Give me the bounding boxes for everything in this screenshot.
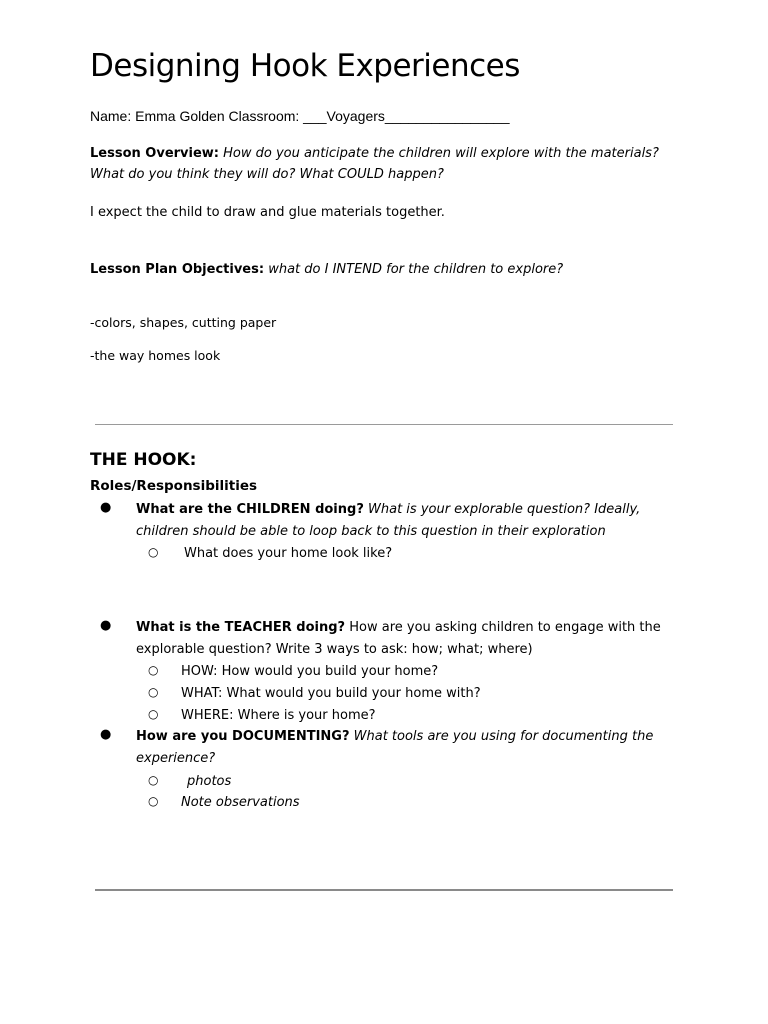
teacher-answer-how: HOW: How would you build your home? (181, 664, 439, 679)
roles-heading: Roles/Responsibilities (90, 478, 258, 494)
documenting-prompt: What tools are you using for documenting the experience? (136, 729, 654, 766)
circle-bullet-icon: ○ (148, 545, 159, 559)
children-answer: What does your home look like? (184, 546, 393, 561)
teacher-answer-what: WHAT: What would you build your home with? (181, 686, 481, 701)
circle-bullet-icon: ○ (148, 663, 159, 677)
objective-item: -colors, shapes, cutting paper (90, 315, 277, 330)
lesson-objectives-prompt: what do I INTEND for the children to explore? (268, 262, 564, 277)
documenting-label: How are you DOCUMENTING? (136, 729, 350, 744)
page-title: Designing Hook Experiences (90, 48, 520, 84)
hook-heading: THE HOOK: (90, 450, 197, 470)
bullet-icon: ● (100, 618, 112, 633)
children-label: What are the CHILDREN doing? (136, 502, 364, 517)
lesson-objectives (90, 259, 690, 280)
teacher-item (136, 617, 681, 660)
teacher-prompt: How are you asking children to engage with the explorable question? Write 3 ways to ask: how; what; where) (136, 620, 661, 657)
objective-item: -the way homes look (90, 348, 221, 363)
lesson-overview-prompt: How do you anticipate the children will explore with the materials? What do you think they will do? What COULD happen? (90, 146, 659, 182)
bullet-icon: ● (100, 727, 112, 742)
lesson-overview-answer: I expect the child to draw and glue materials together. (90, 205, 445, 220)
lesson-overview (90, 143, 690, 185)
teacher-label: What is the TEACHER doing? (136, 620, 346, 635)
bullet-icon: ● (100, 500, 112, 515)
lesson-overview-label: Lesson Overview: (90, 146, 219, 161)
name-classroom-line: Name: Emma Golden Classroom: ___Voyagers________________ (90, 108, 510, 124)
documenting-answer-photos: photos (187, 774, 232, 789)
lesson-objectives-label: Lesson Plan Objectives: (90, 262, 265, 277)
section-divider (95, 424, 673, 425)
circle-bullet-icon: ○ (148, 794, 159, 808)
teacher-answer-where: WHERE: Where is your home? (181, 708, 376, 723)
circle-bullet-icon: ○ (148, 773, 159, 787)
circle-bullet-icon: ○ (148, 685, 159, 699)
circle-bullet-icon: ○ (148, 707, 159, 721)
children-item (136, 499, 681, 542)
bottom-divider (95, 889, 673, 891)
children-prompt: What is your explorable question? Ideally, children should be able to loop back to this question in their exploration (136, 502, 641, 539)
documenting-item (136, 726, 681, 769)
documenting-answer-notes: Note observations (181, 795, 300, 810)
